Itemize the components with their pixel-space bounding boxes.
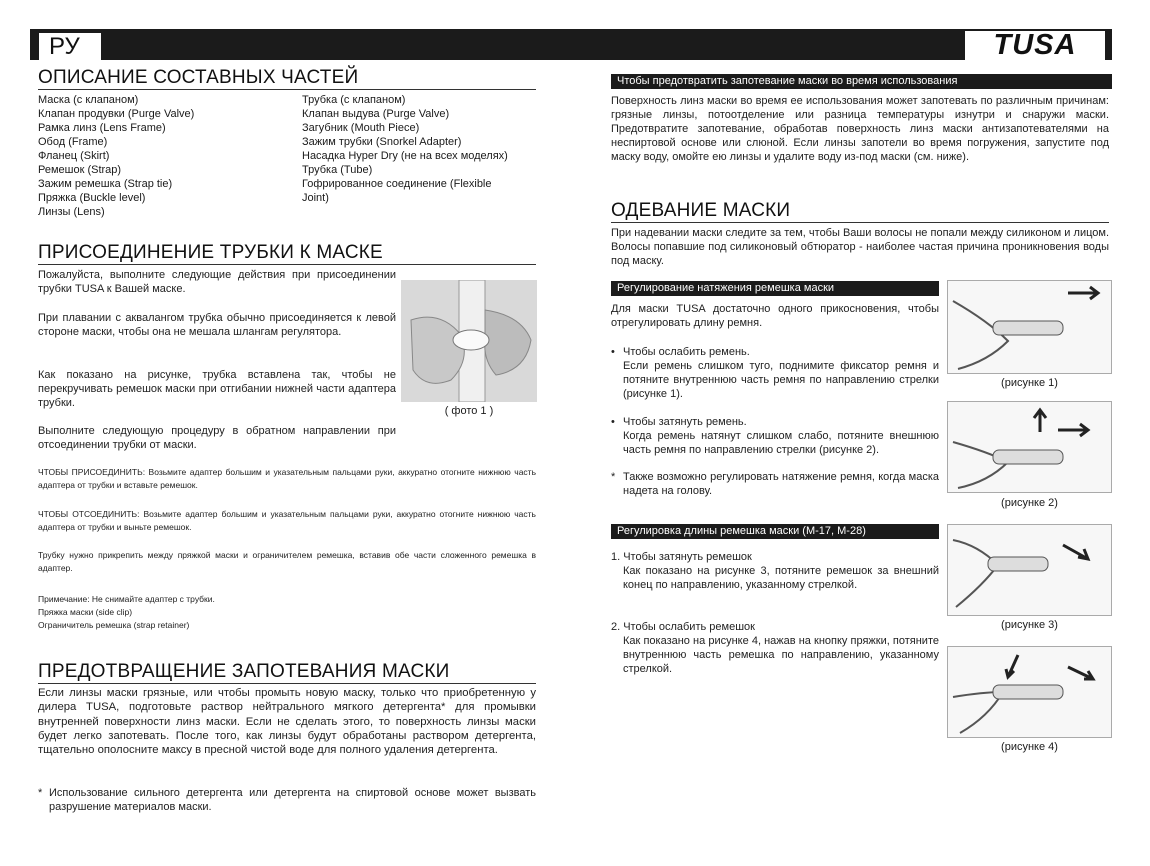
strap-illustration [948,402,1111,492]
during-para: Поверхность линз маски во время ее использования может запотевать по различным причинам: грязные линзы, потоотделение или разница температуры изнутри и снаружи маски. Предотвратите запотевание, обработав поверхность линз маски антизапотевателями на неспиртовой основе или слюной. Если линзы запотели во время погружения, запустите под маску воду, омойте ею линзы и удалите воду из-под маски (см. ниже). [611,95,1109,163]
language-label: РУ [39,33,101,60]
part-item: Рамка линз (Lens Frame) [38,122,166,134]
attach-step: ЧТОБЫ ОТСОЕДИНИТЬ: Возьмите адаптер большим и указательным пальцами руки, аккуратно отогните нижнюю часть адаптера от трубки и выньте ремешок. [38,509,536,532]
part-item: Загубник (Mouth Piece) [302,122,420,134]
part-item: Трубка (Tube) [302,164,373,176]
bullet: • [611,346,615,358]
divider [611,222,1109,223]
part-item: Ремешок (Strap) [38,164,122,176]
attach-para: Выполните следующую процедуру в обратном направлении при отсоединении трубки от маски. [38,425,396,451]
attach-step: ЧТОБЫ ПРИСОЕДИНИТЬ: Возьмите адаптер большим и указательным пальцами руки, аккуратно отогните нижнюю часть адаптера от трубки и вставьте ремешок. [38,467,536,490]
figure-caption: (рисунке 1) [1001,377,1058,389]
figure-1 [947,280,1112,374]
divider [38,264,536,265]
length-step-text: Как показано на рисунке 3, потяните ремешок за внешний конец по направлению, указанному стрелкой. [623,565,939,591]
fog-title: ПРЕДОТВРАЩЕНИЕ ЗАПОТЕВАНИЯ МАСКИ [38,661,450,682]
figure-caption: (рисунке 3) [1001,619,1058,631]
part-item: Зажим трубки (Snorkel Adapter) [302,136,462,148]
length-step-title: 1. Чтобы затянуть ремешок [611,551,752,563]
adjust-intro: Для маски TUSA достаточно одного прикосновения, чтобы отрегулировать длину ремня. [611,303,939,329]
adjust-bullet-text: Если ремень слишком туго, поднимите фиксатор ремня и потяните внутреннюю часть ремня по направлению стрелки (рисунке 1). [623,360,939,400]
adjust-bullet-title: Чтобы затянуть ремень. [623,416,747,428]
part-item: Обод (Frame) [38,136,108,148]
footnote-mark: * [611,471,616,483]
length-step-text: Как показано на рисунке 4, нажав на кнопку пряжки, потяните внутреннюю часть ремешка по направлению, указанному стрелкой. [623,635,939,675]
part-item: Гофрированное соединение (Flexible [302,178,492,190]
part-item: Линзы (Lens) [38,206,105,218]
parts-list-right [302,93,538,205]
attach-intro: Пожалуйста, выполните следующие действия при присоединении трубки TUSA к Вашей маске. [38,269,396,295]
attach-note: Ограничитель ремешка (strap retainer) [38,620,190,630]
during-bar: Чтобы предотвратить запотевание маски во время использования [611,74,1112,89]
divider [38,89,536,90]
attach-para: Как показано на рисунке, трубка вставлена так, чтобы не перекручивать ремешок маски при отгибании нижней части адаптера трубки. [38,369,396,409]
figure-caption: (рисунке 4) [1001,741,1058,753]
footnote-mark: * [38,787,43,799]
part-item: Насадка Hyper Dry (не на всех моделях) [302,150,508,162]
attach-step: Трубку нужно прикрепить между пряжкой маски и ограничителем ремешка, вставив обе части сложенного ремешка в адаптер. [38,550,536,573]
attach-para: При плавании с аквалангом трубка обычно присоединяется к левой стороне маски, чтобы она не мешала шлангам регулятора. [38,312,396,338]
header-bar [30,29,1112,60]
attach-note: Примечание: Не снимайте адаптер с трубки. [38,594,215,604]
adjust-bullet-text: Когда ремень натянут слишком слабо, потяните внешнюю часть ремня по направлению стрелки (рисунке 2). [623,430,939,456]
strap-illustration [948,525,1111,615]
part-item: Клапан выдува (Purge Valve) [302,108,450,120]
adjust-bullet-title: Чтобы ослабить ремень. [623,346,750,358]
part-item: Зажим ремешка (Strap tie) [38,178,173,190]
attach-note: Пряжка маски (side clip) [38,607,133,617]
wear-title: ОДЕВАНИЕ МАСКИ [611,200,791,221]
attach-title: ПРИСОЕДИНЕНИЕ ТРУБКИ К МАСКЕ [38,242,383,263]
part-item: Трубка (с клапаном) [302,94,406,106]
part-item: Маска (с клапаном) [38,94,139,106]
photo-illustration [401,280,537,402]
photo-snorkel-attach [401,280,537,402]
divider [38,683,536,684]
photo-caption: ( фото 1 ) [444,405,494,417]
length-step-title: 2. Чтобы ослабить ремешок [611,621,755,633]
figure-3 [947,524,1112,616]
part-item: Пряжка (Buckle level) [38,192,146,204]
figure-caption: (рисунке 2) [1001,497,1058,509]
parts-title: ОПИСАНИЕ СОСТАВНЫХ ЧАСТЕЙ [38,67,359,88]
adjust-bar: Регулирование натяжения ремешка маски [611,281,939,296]
wear-para: При надевании маски следите за тем, чтобы Ваши волосы не попали между силиконом и лицом. Волосы попавшие под силиконовый обтюратор - наиболее частая причина проникновения воды под маску. [611,227,1109,267]
figure-4 [947,646,1112,738]
strap-illustration [948,281,1111,373]
brand-logo: TUSA [965,31,1105,60]
part-item: Фланец (Skirt) [38,150,110,162]
parts-list-left [38,93,298,219]
length-bar: Регулировка длины ремешка маски (M-17, M-28) [611,524,939,539]
fog-para: Если линзы маски грязные, или чтобы промыть новую маску, только что приобретенную у дилера TUSA, подготовьте раствор нейтрального мягкого детергента* для промывки внутренней поверхности линз маски. Если не сделать этого, то поверхность линзы маски будет легко запотевать. После того, как линзы будут обработаны раствором детергента, тщательно ополосните макcу в пресной чистой воде для полного удаления детергента. [38,687,536,757]
part-item: Клапан продувки (Purge Valve) [38,108,195,120]
fog-footnote: Использование сильного детергента или детергента на спиртовой основе может вызвать разрушение материалов маски. [49,787,536,813]
adjust-note: Также возможно регулировать натяжение ремня, когда маска надета на голову. [623,471,939,497]
part-item: Joint) [302,192,329,204]
bullet: • [611,416,615,428]
figure-2 [947,401,1112,493]
strap-illustration [948,647,1111,737]
